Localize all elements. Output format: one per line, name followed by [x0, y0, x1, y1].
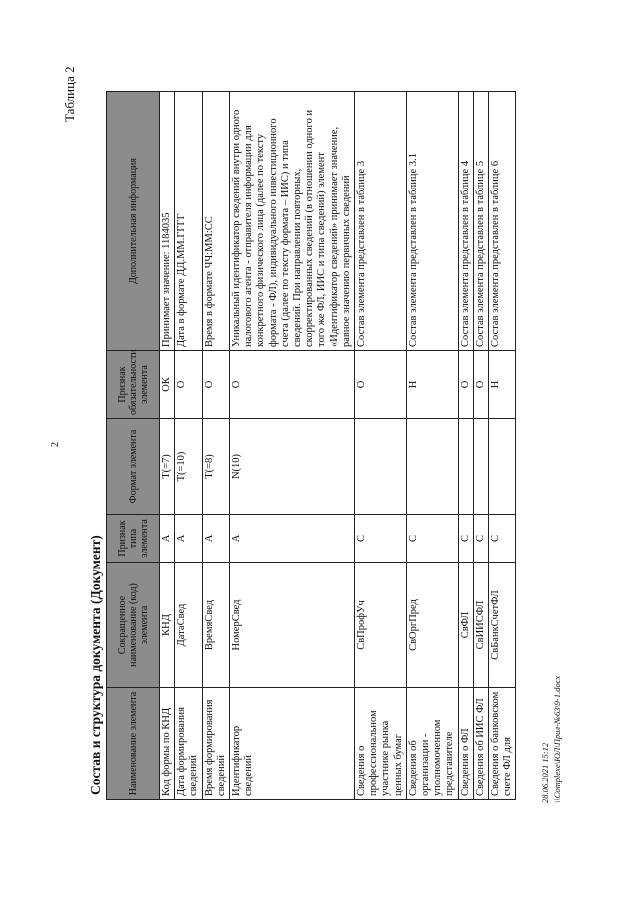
table-row [355, 92, 407, 800]
cell-required: ОК [160, 351, 175, 419]
table-header-row [107, 92, 160, 800]
cell-code: СвФЛ [458, 563, 473, 688]
cell-type: С [406, 515, 458, 563]
cell-format [458, 419, 473, 515]
page-number: 2 [50, 442, 61, 447]
cell-name: Код формы по КНД [160, 688, 175, 800]
cell-format [355, 419, 407, 515]
cell-name: Сведения об организации - уполномоченном представителе [406, 688, 458, 800]
cell-code: СвИИСФЛ [473, 563, 488, 688]
table-row [230, 92, 355, 800]
cell-required: Н [406, 351, 458, 419]
cell-type: А [160, 515, 175, 563]
cell-info: Принимает значение: 1184035 [160, 92, 175, 351]
cell-info: Состав элемента представлен в таблице 5 [473, 92, 488, 351]
cell-code: СвБанкСчетФЛ [489, 563, 516, 688]
cell-type: С [489, 515, 516, 563]
header-element-code: Сокращенное наименование (код) элемента [107, 563, 160, 688]
cell-required: О [458, 351, 473, 419]
cell-type: А [230, 515, 355, 563]
header-element-type: Признак типа элемента [107, 515, 160, 563]
cell-name: Время формирования сведений [202, 688, 229, 800]
cell-info: Дата в формате ДД.ММ.ГГГГ [175, 92, 202, 351]
table-row [473, 92, 488, 800]
cell-type: А [175, 515, 202, 563]
table-label: Таблица 2 [62, 66, 77, 122]
footer-file-path: \\Сomplexe\ЮЛ\Прил-№63\9-1.docx [552, 675, 562, 803]
cell-required: О [175, 351, 202, 419]
header-additional-info: Дополнительная информация [107, 92, 160, 351]
cell-name: Идентификатор сведений [230, 688, 355, 800]
header-element-format: Формат элемента [107, 419, 160, 515]
cell-required: О [473, 351, 488, 419]
cell-format: Т(=7) [160, 419, 175, 515]
footer-timestamp: 28.06.2021 15:12 [540, 742, 550, 803]
cell-code: НомерСвед [230, 563, 355, 688]
cell-format [406, 419, 458, 515]
cell-code: ВремяСвед [202, 563, 229, 688]
cell-info: Состав элемента представлен в таблице 3.1 [406, 92, 458, 351]
cell-info: Уникальный идентификатор сведений внутри одного налогового агента - отправителя информации для конкретного физического лица (далее по тексту формата - ФЛ), индивидуального инвестиционного счета (далее по тексту формата – ИИС) и типа сведений. При направлении повторных, скорректированных сведений (в отношении одного и того же ФЛ, ИИС и типа сведений) элемент «Идентификатор сведений» принимает значение, равное значению первичных сведений [230, 92, 355, 351]
cell-type: С [355, 515, 407, 563]
table-row [458, 92, 473, 800]
cell-format: Т(=10) [175, 419, 202, 515]
cell-info: Состав элемента представлен в таблице 3 [355, 92, 407, 351]
cell-name: Дата формирования сведений [175, 688, 202, 800]
cell-required: О [202, 351, 229, 419]
cell-name: Сведения о ФЛ [458, 688, 473, 800]
cell-info: Время в формате ЧЧ:ММ:СС [202, 92, 229, 351]
cell-type: А [202, 515, 229, 563]
header-element-required: Признак обязательности элемента [107, 351, 160, 419]
cell-required: О [355, 351, 407, 419]
header-element-name: Наименование элемента [107, 688, 160, 800]
cell-format [473, 419, 488, 515]
table-row [202, 92, 229, 800]
cell-required: Н [489, 351, 516, 419]
cell-code: ДатаСвед [175, 563, 202, 688]
cell-code: СвОргПред [406, 563, 458, 688]
table-row [160, 92, 175, 800]
cell-info: Состав элемента представлен в таблице 4 [458, 92, 473, 351]
table-row [489, 92, 516, 800]
table-row [406, 92, 458, 800]
structure-table [106, 91, 516, 800]
cell-required: О [230, 351, 355, 419]
document-title: Состав и структура документа (Документ) [88, 535, 103, 795]
cell-name: Сведения о банковском счете ФЛ для [489, 688, 516, 800]
cell-type: С [458, 515, 473, 563]
cell-code: КНД [160, 563, 175, 688]
cell-format: Т(=8) [202, 419, 229, 515]
cell-name: Сведения об ИИС ФЛ [473, 688, 488, 800]
cell-name: Сведения о профессиональном участнике рынка ценных бумаг [355, 688, 407, 800]
cell-info: Состав элемента представлен в таблице 6 [489, 92, 516, 351]
table-row [175, 92, 202, 800]
cell-code: СвПрофУч [355, 563, 407, 688]
cell-format: N(10) [230, 419, 355, 515]
cell-type: С [473, 515, 488, 563]
cell-format [489, 419, 516, 515]
